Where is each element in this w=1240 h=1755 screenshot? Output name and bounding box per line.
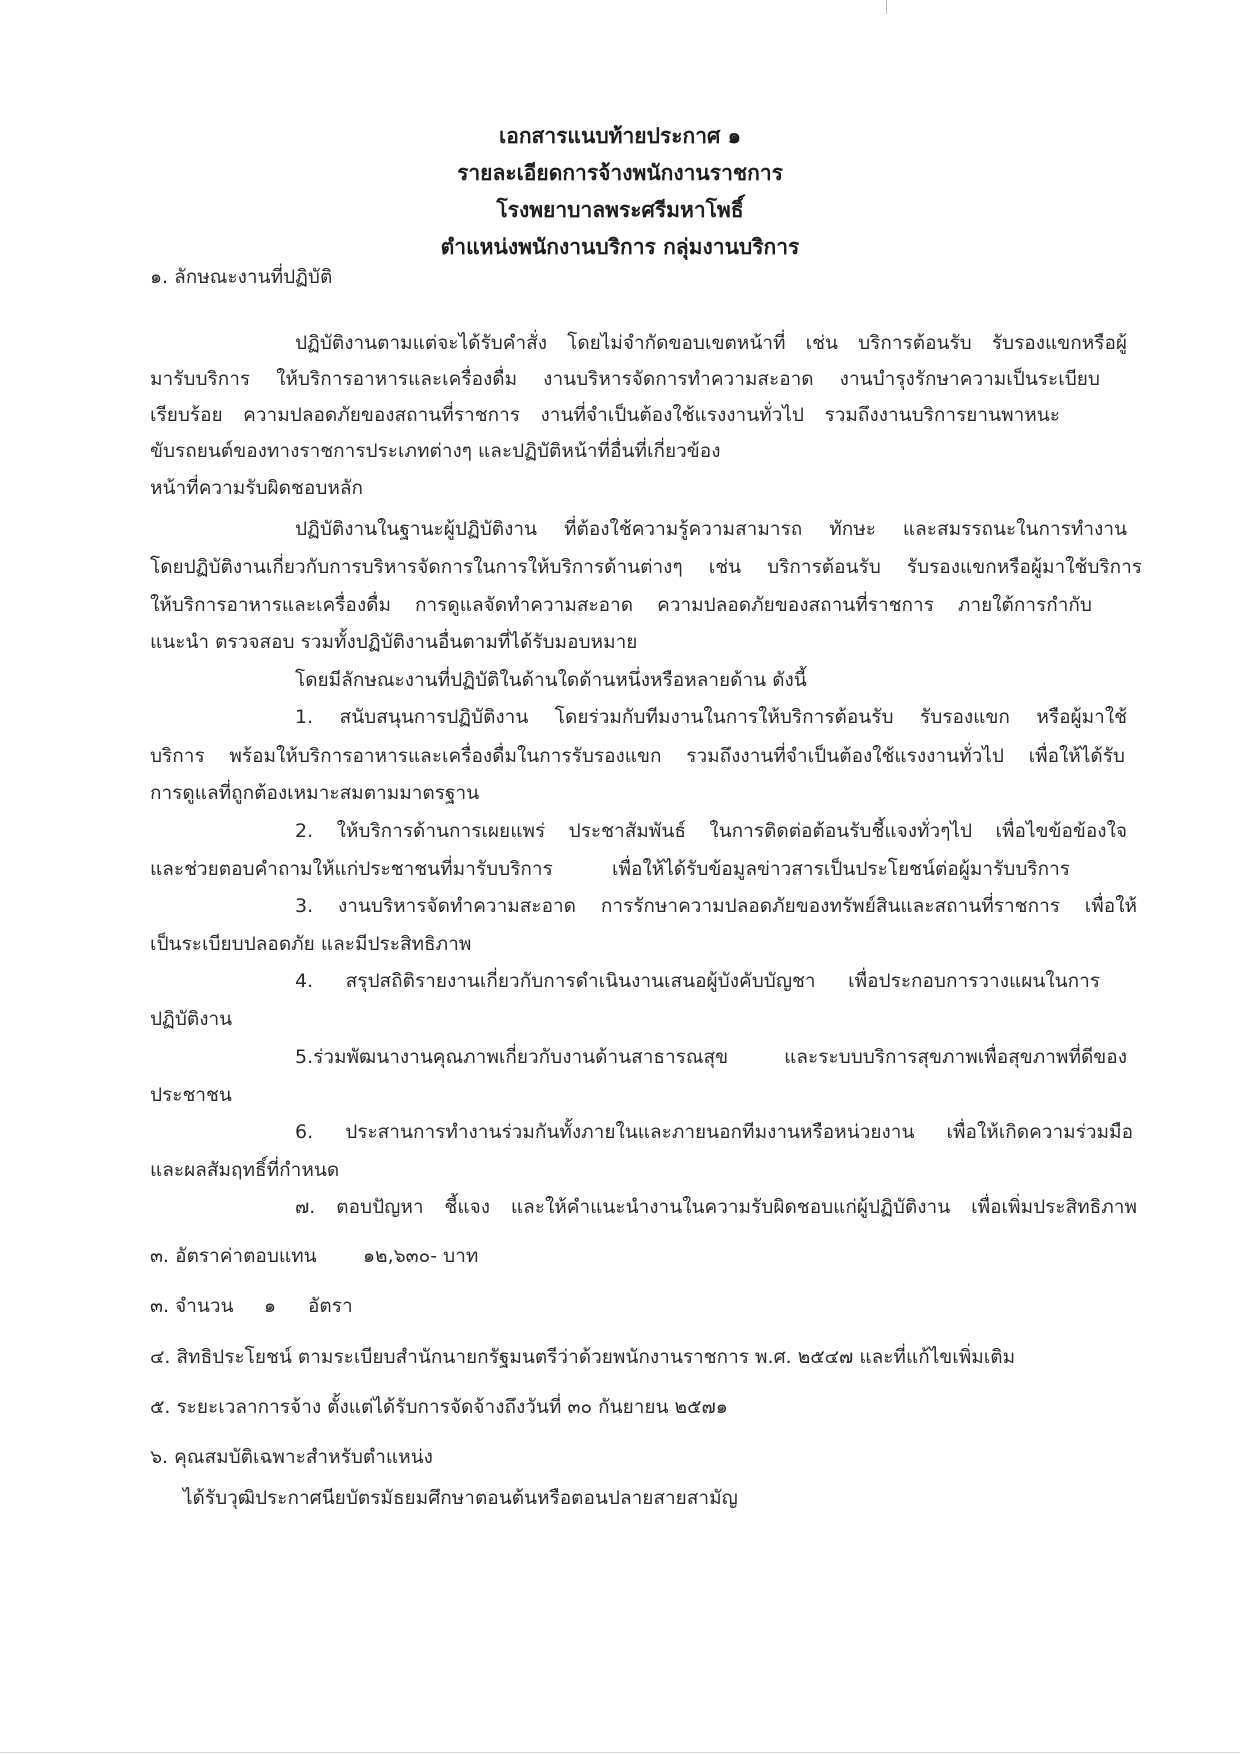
section-1-heading: ๑. ลักษณะงานที่ปฏิบัติ bbox=[150, 266, 333, 288]
document-title-block bbox=[0, 118, 1240, 266]
para2-line-4: แนะนำ ตรวจสอบ รวมทั้งปฏิบัติงานอื่นตามที่ได้รับมอบหมาย bbox=[150, 631, 638, 653]
title-annex: เอกสารแนบท้ายประกาศ ๑ bbox=[499, 124, 741, 148]
title-hospital-name: โรงพยาบาลพระศรีมหาโพธิ์ bbox=[496, 198, 744, 222]
compensation-label: ๓. อัตราค่าตอบแทน bbox=[150, 1245, 317, 1267]
item-4-line-2: ปฏิบัติงาน bbox=[150, 1008, 233, 1030]
qualification-heading: ๖. คุณสมบัติเฉพาะสำหรับตำแหน่ง bbox=[150, 1446, 433, 1468]
item-7-line-1: ๗. ตอบปัญหา ชี้แจง และให้คำแนะนำงานในความรับผิดชอบแก่ผู้ปฏิบัติงาน เพื่อเพิ่มประสิทธิภาพ bbox=[295, 1196, 1137, 1218]
item-6-line-1: 6. ประสานการทำงานร่วมกันทั้งภายในและภายนอกทีมงานหรือหน่วยงาน เพื่อให้เกิดความร่วมมือ bbox=[295, 1121, 1133, 1143]
item-3-line-2: เป็นระเบียบปลอดภัย และมีประสิทธิภาพ bbox=[150, 933, 472, 955]
title-position: ตำแหน่งพนักงานบริการ กลุ่มงานบริการ bbox=[440, 235, 800, 259]
count-value: ๑ bbox=[264, 1295, 277, 1317]
item-1-line-1: 1. สนับสนุนการปฏิบัติงาน โดยร่วมกับทีมงานในการให้บริการต้อนรับ รับรองแขก หรือผู้มาใช้ bbox=[295, 706, 1127, 728]
duties-heading: หน้าที่ความรับผิดชอบหลัก bbox=[150, 477, 364, 499]
para2-line-3: ให้บริการอาหารและเครื่องดื่ม การดูแลจัดทำความสะอาด ความปลอดภัยของสถานที่ราชการ ภายใต้การกำกับ bbox=[150, 594, 1092, 616]
scan-artifact-mark bbox=[886, 0, 887, 14]
para1-line-2: มารับบริการ ให้บริการอาหารและเครื่องดื่ม งานบริหารจัดการทำความสะอาด งานบำรุงรักษาความเป็นระเบียบ bbox=[150, 368, 1100, 390]
item-2-line-1: 2. ให้บริการด้านการเผยแพร่ ประชาสัมพันธ์ ในการติดต่อต้อนรับชี้แจงทั่วๆไป เพื่อไขข้อข้องใจ bbox=[295, 820, 1127, 842]
item-3-line-1: 3. งานบริหารจัดทำความสะอาด การรักษาความปลอดภัยของทรัพย์สินและสถานที่ราชการ เพื่อให้ bbox=[295, 895, 1137, 917]
qualification-text: ได้รับวุฒิประกาศนียบัตรมัธยมศึกษาตอนต้นหรือตอนปลายสายสามัญ bbox=[183, 1487, 738, 1509]
count-label: ๓. จำนวน bbox=[150, 1295, 234, 1317]
benefits-text: ๔. สิทธิประโยชน์ ตามระเบียบสำนักนายกรัฐมนตรีว่าด้วยพนักงานราชการ พ.ศ. ๒๕๔๗ และที่แก้ไขเพิ่มเติม bbox=[150, 1346, 1016, 1368]
title-employment-details: รายละเอียดการจ้างพนักงานราชการ bbox=[457, 161, 783, 185]
item-2-line-2: และช่วยตอบคำถามให้แก่ประชาชนที่มารับบริการ เพื่อให้ได้รับข้อมูลข่าวสารเป็นประโยชน์ต่อผู้มารับบริการ bbox=[150, 858, 1070, 880]
item-5-line-1: 5.ร่วมพัฒนางานคุณภาพเกี่ยวกับงานด้านสาธารณสุข และระบบบริการสุขภาพเพื่อสุขภาพที่ดีของ bbox=[295, 1046, 1127, 1068]
scan-bottom-edge bbox=[0, 1752, 1240, 1753]
count-unit: อัตรา bbox=[308, 1295, 353, 1317]
item-1-line-3: การดูแลที่ถูกต้องเหมาะสมตามมาตรฐาน bbox=[150, 782, 480, 804]
compensation-value: ๑๒,๖๓๐- บาท bbox=[363, 1245, 479, 1267]
para1-line-3: เรียบร้อย ความปลอดภัยของสถานที่ราชการ งานที่จำเป็นต้องใช้แรงงานทั่วไป รวมถึงงานบริการยานพาหนะ bbox=[150, 404, 1060, 426]
item-4-line-1: 4. สรุปสถิติรายงานเกี่ยวกับการดำเนินงานเสนอผู้บังคับบัญชา เพื่อประกอบการวางแผนในการ bbox=[295, 970, 1100, 992]
employment-period-text: ๕. ระยะเวลาการจ้าง ตั้งแต่ได้รับการจัดจ้างถึงวันที่ ๓๐ กันยายน ๒๕๗๑ bbox=[150, 1396, 728, 1418]
para1-line-4: ขับรถยนต์ของทางราชการประเภทต่างๆ และปฏิบัติหน้าที่อื่นที่เกี่ยวข้อง bbox=[150, 440, 721, 462]
para2-line-1: ปฏิบัติงานในฐานะผู้ปฏิบัติงาน ที่ต้องใช้ความรู้ความสามารถ ทักษะ และสมรรถนะในการทำงาน bbox=[295, 518, 1127, 540]
para2-line-2: โดยปฏิบัติงานเกี่ยวกับการบริหารจัดการในการให้บริการด้านต่างๆ เช่น บริการต้อนรับ รับรองแขกหรือผู้มาใช้บริการ bbox=[150, 556, 1142, 578]
item-1-line-2: บริการ พร้อมให้บริการอาหารและเครื่องดื่มในการรับรองแขก รวมถึงงานที่จำเป็นต้องใช้แรงงานทั่วไป เพื่อให้ได้รับ bbox=[150, 745, 1125, 767]
item-6-line-2: และผลสัมฤทธิ์ที่กำหนด bbox=[150, 1159, 340, 1181]
para1-line-1: ปฏิบัติงานตามแต่จะได้รับคำสั่ง โดยไม่จำกัดขอบเขตหน้าที่ เช่น บริการต้อนรับ รับรองแขกหรือผู้ bbox=[295, 332, 1127, 354]
para3-intro: โดยมีลักษณะงานที่ปฏิบัติในด้านใดด้านหนึ่งหรือหลายด้าน ดังนี้ bbox=[295, 669, 807, 691]
item-5-line-2: ประชาชน bbox=[150, 1084, 232, 1106]
